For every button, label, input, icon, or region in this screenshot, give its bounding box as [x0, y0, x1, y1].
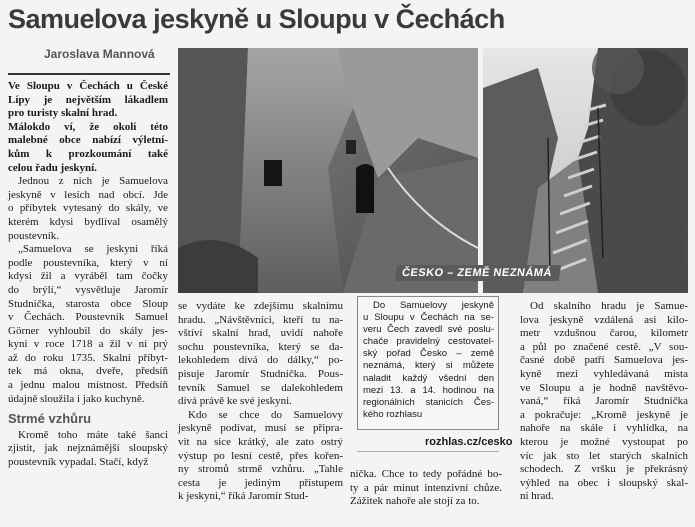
text-line: Ve Sloupu v Čechách u České	[8, 80, 168, 92]
text-line: poustevník.	[8, 229, 60, 242]
photo-credit: Foto: Jaroslava Mannová (2)	[678, 203, 684, 280]
text-line: výstup po lesní cestě, přes kořen-	[178, 449, 343, 462]
text-line: a půl po značené cestě. „V sou-	[520, 340, 688, 353]
text-line: hradu. „Návštěvníci, kteří tu na-	[178, 313, 343, 326]
text-line: u Sloupu v Čechách na se-	[363, 312, 494, 324]
text-line: kterou je možné vystoupat po	[520, 435, 688, 448]
text-line: Málokdo ví, že okolí této	[8, 120, 168, 133]
text-line: se vydáte ke zdejšímu skalnímu	[178, 300, 343, 312]
text-line: v Čechách. Poustevník Samuel	[8, 311, 168, 324]
article-title: Samuelova jeskyně u Sloupu v Čechách	[8, 4, 505, 34]
text-line: vaná,“ říká Jaromír Studnička	[520, 395, 688, 408]
text-line: jeskyně v lesích nad obcí. Jde	[8, 188, 168, 201]
text-line: pisuje Jaromír Studnička. Pous-	[178, 367, 343, 380]
body-paragraphs-2	[178, 300, 343, 504]
cave-photo	[178, 48, 688, 293]
text-line: cesta je jediným přístupem	[178, 476, 343, 489]
rock-formation-image	[178, 48, 688, 293]
text-line: schodech. Z vršku je překrásný	[520, 463, 688, 476]
text-line: lekohledem dívá do dálky,“ po-	[178, 354, 343, 367]
text-line: vit na sice krátký, ale zato ostrý	[178, 435, 343, 448]
text-line: tevník Samuel se dalekohledem	[178, 381, 343, 394]
text-line: ny stromů strmě vzhůru. „Tahle	[178, 463, 343, 476]
text-line: údajně sloužila i jako kuchyně.	[8, 392, 145, 405]
text-line: do brýlí,“ vysvětluje Jaromír	[8, 283, 168, 296]
text-line: kého rozhlasu	[363, 408, 423, 420]
text-line: dívá právě ke své jeskyni.	[178, 395, 292, 408]
text-line: neznámá, který si můžete	[363, 360, 494, 372]
text-line: pro turisty skalní hrad.	[8, 107, 118, 120]
text-line: lova jeskyně vzdálená asi kilo-	[520, 313, 688, 326]
author-byline: Jaroslava Mannová	[44, 47, 155, 61]
subheading: Strmé vzhůru	[8, 411, 92, 427]
text-line: Jednou z nich je Samuelova	[18, 175, 168, 188]
text-line: celou řadu jeskyní.	[8, 161, 97, 174]
text-line: kdysi žil a vyráběl tam čočky	[8, 270, 168, 283]
text-line: Kdo se chce do Samuelovy	[188, 408, 343, 421]
text-line: a pokračuje: „Kromě jeskyně je	[520, 408, 688, 421]
text-line: kyně mezi vyhledávaná místa	[520, 367, 688, 380]
lead-paragraph	[8, 80, 168, 175]
text-line: víc jak sto let starých skalních	[520, 449, 688, 462]
text-line: metr vzdušnou čarou, kilometr	[520, 327, 688, 340]
text-line: sochu poustevníka, který se da-	[178, 340, 343, 353]
text-line: ty a pár minut intenzivní chůze.	[350, 481, 502, 494]
text-line: naladit každý všední den	[363, 372, 494, 384]
text-line: kyni v roce 1718 a žil v ní prý	[8, 338, 168, 351]
text-line: Od skalního hradu je Samue-	[530, 300, 688, 312]
text-line: Lípy je největším lákadlem	[8, 93, 168, 106]
text-line: mezi 13. a 14. hodinou na	[363, 384, 494, 396]
text-line: ský pořad Česko – země	[363, 348, 494, 360]
body-paragraphs-1b	[8, 429, 168, 470]
info-box-underline	[357, 451, 499, 452]
text-line: regionálních stanicích Čes-	[363, 396, 494, 408]
text-line: chače pravidelný cestovatel-	[363, 336, 494, 348]
text-line: „Samuelova se jeskyni říká	[18, 243, 168, 256]
text-line: kterém kdysi bydlíval osamělý	[8, 215, 168, 228]
radio-link[interactable]: rozhlas.cz/cesko	[425, 436, 513, 448]
text-line: až do roku 1735. Skalní příbyt-	[8, 351, 168, 364]
text-line: vštíví skalní hrad, uvidí nahoře	[178, 327, 343, 340]
title-rule	[8, 73, 170, 75]
text-line: malebné obce nabízí výletní-	[8, 134, 168, 147]
text-line: poustevník vypadal. Stačí, když	[8, 456, 149, 469]
text-line: k jeskyni,“ říká Jaromír Stud-	[178, 490, 309, 503]
text-line: tek má okna, dveře, předsíň	[8, 365, 168, 378]
body-paragraphs-3	[350, 468, 502, 509]
text-line: kům k prozkoumání také	[8, 147, 168, 160]
text-line: nahoře na skále i vyhlídka, na	[520, 422, 688, 435]
info-box-text	[363, 300, 494, 421]
text-line: o příbytek vytesaný do skály, ve	[8, 202, 168, 215]
text-line: a jednu malou místnost. Předsíň	[8, 379, 168, 392]
column-2	[178, 300, 343, 504]
info-box	[357, 296, 499, 430]
text-line: podle poustevníka, který v ní	[8, 256, 168, 269]
text-line: Studnička, starosta obce Sloup	[8, 297, 168, 310]
text-line: časné době patří Samuelova jes-	[520, 354, 688, 367]
text-line: výhled na obec i sloupský skal-	[520, 476, 688, 489]
text-line: ní hrad.	[520, 490, 554, 503]
text-line: veru Čech zavedl své poslu-	[363, 324, 494, 336]
text-line: ve Sloupu a je hodně navštěvo-	[520, 381, 688, 394]
text-line: Zážitek nahoře ale stojí za to.	[350, 495, 480, 508]
column-1	[8, 80, 168, 470]
column-4	[520, 300, 688, 504]
text-line: Do Samuelovy jeskyně	[373, 300, 494, 311]
text-line: jeskyně podívat, musí se připra-	[178, 422, 343, 435]
series-badge: ČESKO – ZEMĚ NEZNÁMÁ	[395, 265, 561, 281]
body-paragraphs-4	[520, 300, 688, 504]
body-paragraphs-1	[8, 175, 168, 406]
text-line: Görner vyhloubil do skály jes-	[8, 324, 168, 337]
text-line: nička. Chce to tedy pořádné bo-	[350, 468, 502, 480]
column-3	[350, 468, 502, 509]
text-line: Kromě toho máte také šanci	[18, 428, 168, 441]
text-line: zjistit, jak nejznámější sloupský	[8, 442, 168, 455]
